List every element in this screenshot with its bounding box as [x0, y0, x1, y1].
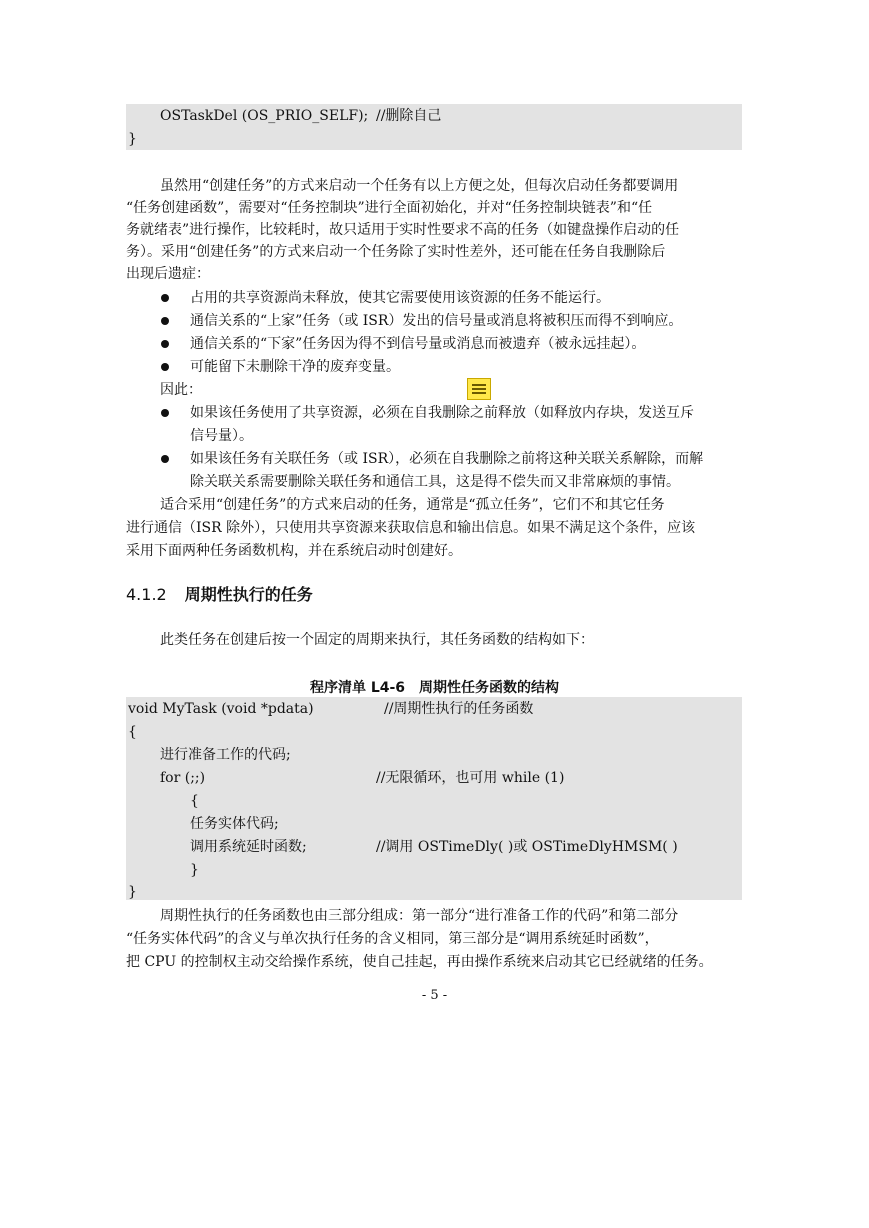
section-number: 4.1.2: [126, 585, 167, 604]
paragraph-line: 务就绪表”进行操作，比较耗时，故只适用于实时性要求不高的任务（如键盘操作启动的任: [126, 222, 680, 238]
code-line: }: [190, 862, 199, 878]
code-line: 进行准备工作的代码;: [160, 747, 291, 763]
paragraph-line: “任务创建函数”，需要对“任务控制块”进行全面初始化，并对“任务控制块链表”和“任: [126, 200, 653, 216]
sticky-note-icon[interactable]: [467, 378, 491, 400]
code-line: void MyTask (void *pdata): [128, 701, 314, 717]
therefore-label: 因此：: [160, 382, 202, 398]
listing-caption: 程序清单 L4-6 周期性任务函数的结构: [309, 680, 560, 696]
code-block-listing: [126, 697, 742, 900]
bullet-icon: [161, 409, 169, 417]
code-line: {: [190, 793, 199, 809]
paragraph-line: 进行通信（ISR 除外），只使用共享资源来获取信息和输出信息。如果不满足这个条件，应该: [126, 520, 696, 536]
bullet-icon: [161, 317, 169, 325]
code-comment: //无限循环，也可用 while (1): [376, 770, 565, 786]
bullet-text: 如果该任务使用了共享资源，必须在自我删除之前释放（如释放内存块，发送互斥: [190, 405, 694, 421]
code-comment: //周期性执行的任务函数: [384, 701, 534, 717]
bullet-text: 可能留下未删除干净的废弃变量。: [190, 359, 400, 375]
bullet-icon: [161, 294, 169, 302]
bullet-text: 如果该任务有关联任务（或 ISR），必须在自我删除之前将这种关联关系解除，而解: [190, 451, 704, 467]
code-comment: //调用 OSTimeDly( )或 OSTimeDlyHMSM( ): [376, 839, 678, 855]
bullet-icon: [161, 363, 169, 371]
bullet-text: 通信关系的“上家”任务（或 ISR）发出的信号量或消息将被积压而得不到响应。: [190, 313, 683, 329]
section-title: 周期性执行的任务: [184, 585, 313, 604]
paragraph-line: 务）。采用“创建任务”的方式来启动一个任务除了实时性差外，还可能在任务自我删除后: [126, 244, 666, 260]
bullet-text: 占用的共享资源尚未释放，使其它需要使用该资源的任务不能运行。: [190, 290, 610, 306]
code-line: 调用系统延时函数;: [190, 839, 307, 855]
paragraph-line: 把 CPU 的控制权主动交给操作系统，使自己挂起，再由操作系统来启动其它已经就绪的任务。: [126, 954, 713, 970]
code-comment: //删除自己: [376, 108, 442, 124]
paragraph-line: 周期性执行的任务函数也由三部分组成：第一部分“进行准备工作的代码”和第二部分: [160, 908, 679, 924]
page-number: - 5 -: [421, 988, 448, 1003]
code-line: 任务实体代码;: [190, 816, 279, 832]
paragraph-line: “任务实体代码”的含义与单次执行任务的含义相同，第三部分是“调用系统延时函数”，: [126, 931, 659, 947]
code-line: }: [128, 884, 137, 900]
paragraph-line: 虽然用“创建任务”的方式来启动一个任务有以上方便之处，但每次启动任务都要调用: [160, 178, 679, 194]
bullet-icon: [161, 340, 169, 348]
paragraph-line: 出现后遗症：: [126, 266, 210, 282]
code-line: }: [128, 131, 137, 147]
code-line: for (;;): [160, 770, 206, 786]
bullet-text: 通信关系的“下家”任务因为得不到信号量或消息而被遗弃（被永远挂起）。: [190, 336, 646, 352]
code-line: OSTaskDel (OS_PRIO_SELF);: [160, 108, 369, 124]
section-intro: 此类任务在创建后按一个固定的周期来执行，其任务函数的结构如下：: [160, 632, 594, 648]
bullet-icon: [161, 455, 169, 463]
paragraph-line: 采用下面两种任务函数机构，并在系统启动时创建好。: [126, 543, 462, 559]
code-line: {: [128, 724, 137, 740]
section-heading: [126, 584, 313, 606]
bullet-text: 信号量）。: [190, 428, 253, 444]
bullet-text: 除关联关系需要删除关联任务和通信工具，这是得不偿失而又非常麻烦的事情。: [190, 474, 680, 490]
paragraph-line: 适合采用“创建任务”的方式来启动的任务，通常是“孤立任务”，它们不和其它任务: [160, 497, 665, 513]
